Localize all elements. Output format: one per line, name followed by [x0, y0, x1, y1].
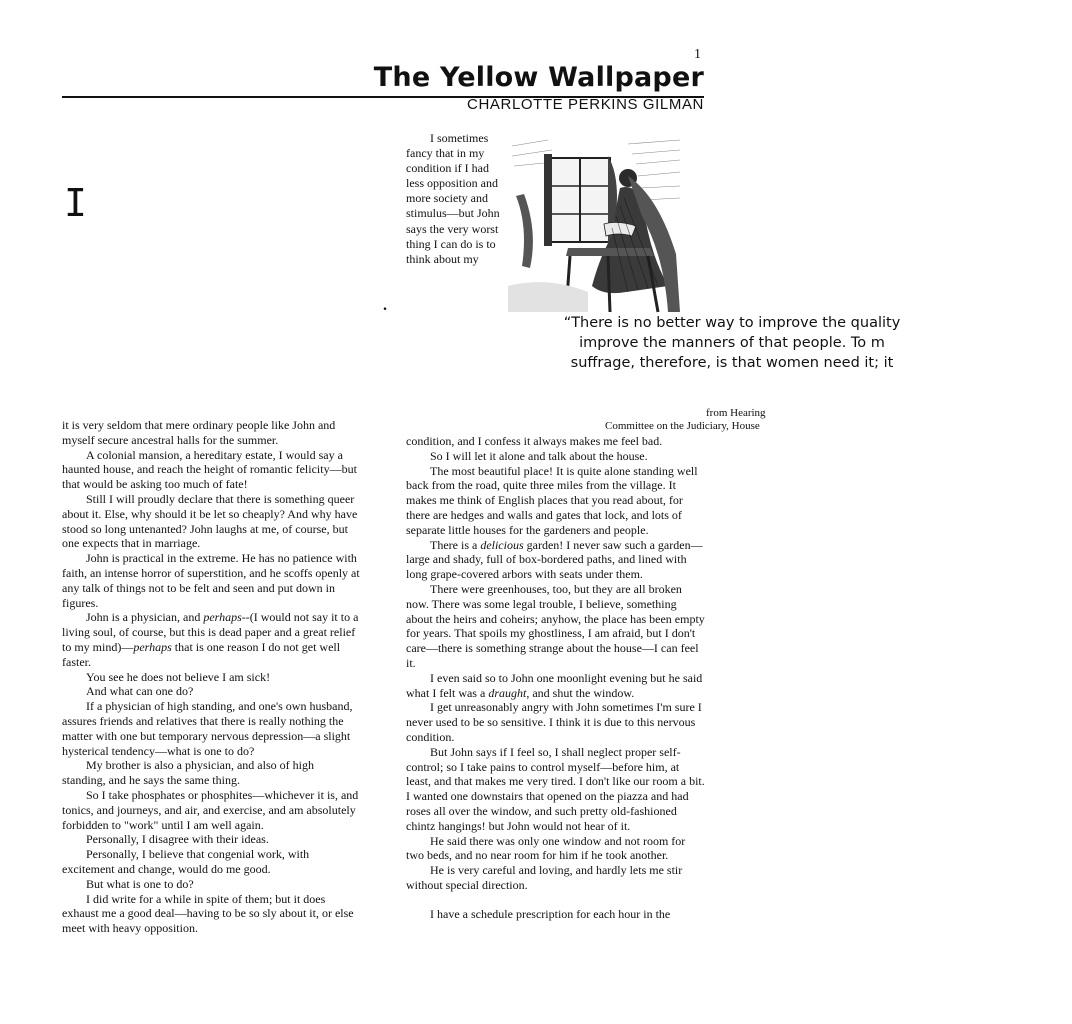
page-number: 1 [694, 47, 701, 62]
paragraph: So I will let it alone and talk about the house. [430, 448, 648, 463]
intro-paragraph [406, 131, 506, 267]
paragraph: He said there was only one window and not room for two beds, and no near room for him if he took another. [406, 833, 686, 863]
quote-line: improve the manners of that people. To m [579, 335, 885, 351]
quote-line: “There is no better way to improve the quality [563, 315, 901, 331]
quote-source: from Hearing [706, 407, 766, 419]
paragraph: The most beautiful place! It is quite alone standing well back from the road, quite three miles from the village. It makes me think of English places that you read about, for there are hedges and walls and gates that lock, and lots of separate little houses for the gardeners and people. [406, 463, 698, 537]
paragraph: I get unreasonably angry with John sometimes I'm sure I never used to be so sensitive. I think it is due to this nervous condition. [406, 700, 702, 744]
paragraph: Still I will proudly declare that there is something queer about it. Else, why should it be let so cheaply? And why have stood so long untenanted? John laughs at me, of course, but one expects that in marriage. [62, 491, 358, 551]
paragraph: But John says if I feel so, I shall neglect proper self-control; so I take pains to control myself—before him, at least, and that makes me very tired. I don't like our room a bit. I wanted one downstairs that opened on the piazza and had roses all over the window, and such pretty old-fashioned chintz hangings! but John would not hear of it. [406, 744, 705, 833]
paragraph: And what can one do? [86, 684, 194, 699]
paragraph: Personally, I believe that congenial work, with excitement and change, would do me good. [62, 847, 310, 876]
author-name: CHARLOTTE PERKINS GILMAN [467, 96, 704, 113]
document-title: The Yellow Wallpaper [373, 62, 704, 93]
paragraph: John is a physician, and perhaps--(I would not say it to a living soul, of course, but this is dead paper and a great relief to my mind)—perhaps that is one reason I do not get well faster. [62, 610, 359, 669]
right-column [406, 434, 706, 922]
paragraph: There were greenhouses, too, but they are all broken now. There was some legal trouble, I believe, something about the heirs and coheirs; anyhow, the place has been empty for years. That spoils my ghostliness, I am afraid, but I don't care—there is something strange about the house—I can feel it. [406, 581, 705, 670]
paragraph: You see he does not believe I am sick! [86, 669, 271, 684]
paragraph: He is very careful and loving, and hardly lets me stir without special direction. [406, 863, 683, 892]
pull-quote [380, 313, 901, 375]
paragraph: There is a delicious garden! I never saw such a garden—large and shady, full of box-bordered paths, and lined with long grape-covered arbors with seats under them. [406, 537, 703, 582]
intro-text: I sometimes fancy that in my condition if I had less opposition and more society and stimulus—but John says the very worst thing I can do is to think about my [406, 131, 500, 266]
quote-source-committee: Committee on the Judiciary, House [605, 420, 760, 432]
woman-seated-by-window-illustration [508, 136, 684, 312]
paragraph: condition, and I confess it always makes me feel bad. [406, 434, 663, 448]
decorative-dot: . [383, 297, 387, 314]
quote-line: suffrage, therefore, is that women need it; it [570, 355, 894, 371]
paragraph: I have a schedule prescription for each hour in the [430, 906, 671, 921]
paragraph: I did write for a while in spite of them; but it does exhaust me a good deal—having to be so sly about it, or else meet with heavy opposition. [62, 891, 354, 936]
paragraph: I even said so to John one moonlight evening but he said what I felt was a draught, and shut the window. [406, 670, 703, 700]
paragraph: If a physician of high standing, and one's own husband, assures friends and relatives that there is really nothing the matter with one but temporary nervous depression—a slight hysterical tendency—what is one to do? [62, 699, 353, 758]
paragraph: John is practical in the extreme. He has no patience with faith, an intense horror of superstition, and he scoffs openly at any talk of things not to be felt and seen and put down in figures. [62, 551, 360, 610]
paragraph: So I take phosphates or phosphites—whichever it is, and tonics, and journeys, and air, and exercise, and am absolutely forbidden to "work" until I am well again. [62, 787, 359, 832]
paragraph: But what is one to do? [86, 876, 194, 891]
paragraph: it is very seldom that mere ordinary people like John and myself secure ancestral halls for the summer. [62, 418, 336, 447]
section-numeral: I [64, 181, 87, 225]
paragraph: My brother is also a physician, and also of high standing, and he says the same thing. [62, 758, 314, 788]
paragraph: A colonial mansion, a hereditary estate, I would say a haunted house, and reach the height of romantic felicity—but that would be asking too much of fate! [62, 447, 357, 492]
left-column [62, 418, 360, 936]
paragraph: Personally, I disagree with their ideas. [86, 832, 269, 847]
